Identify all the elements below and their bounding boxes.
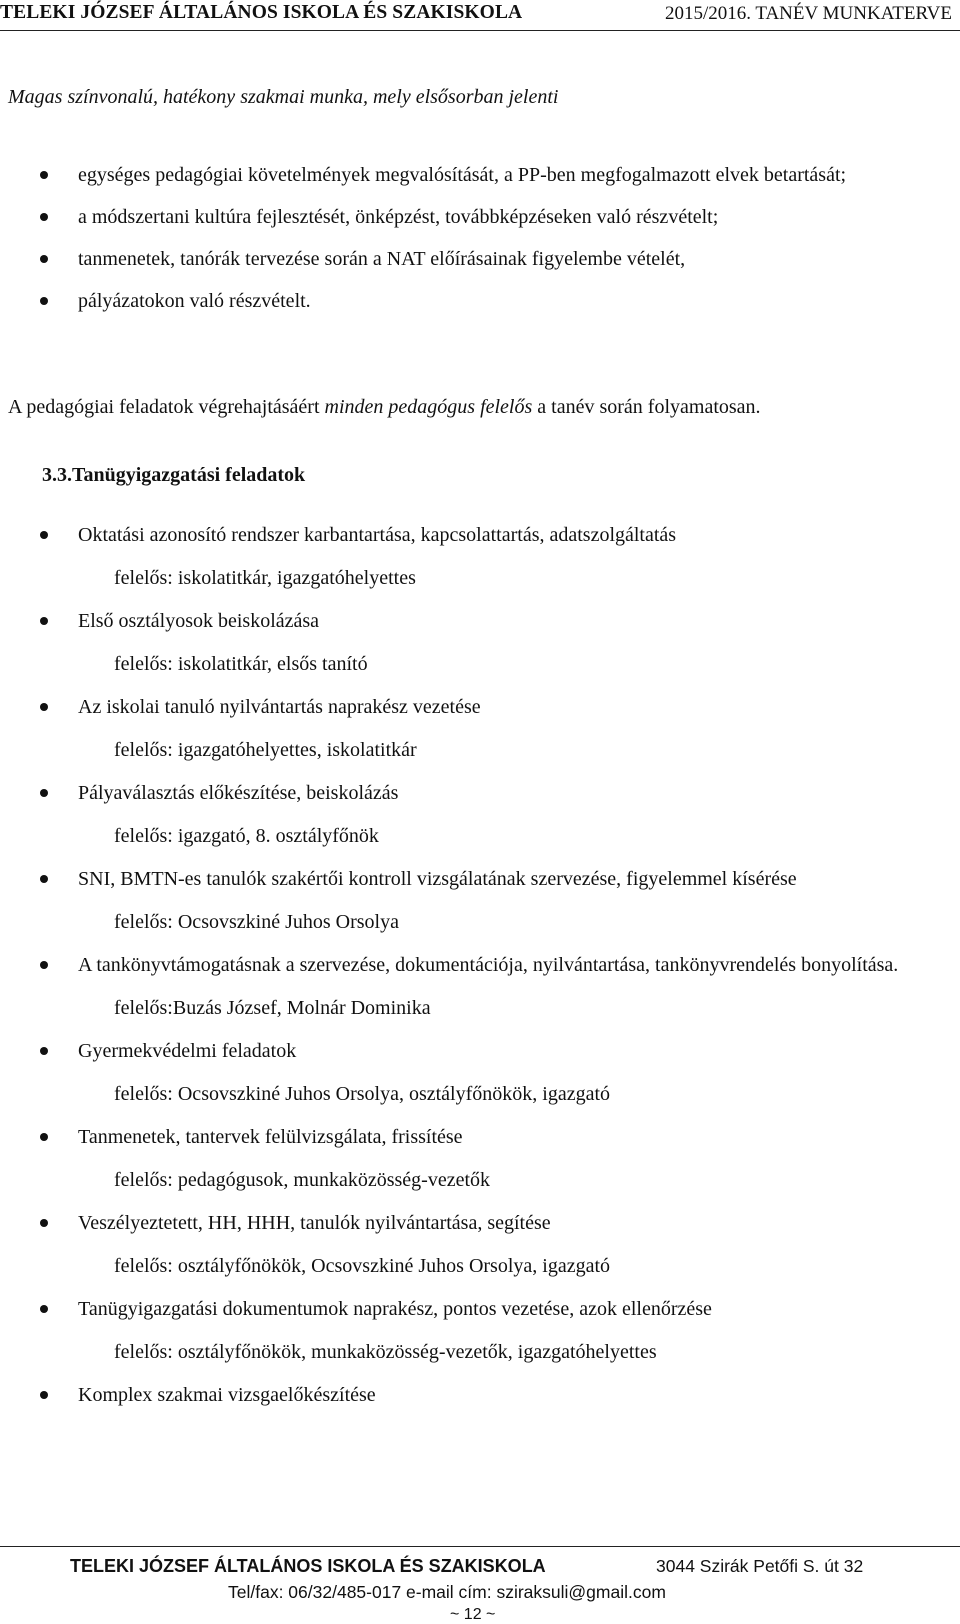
- task-responsible: felelős: igazgató, 8. osztályfőnök: [114, 825, 379, 847]
- summary-before: A pedagógiai feladatok végrehajtásáért: [8, 396, 325, 418]
- bullet-icon: [40, 297, 48, 305]
- task-responsible: felelős: osztályfőnökök, Ocsovszkiné Juhos Orsolya, igazgató: [114, 1255, 611, 1277]
- task-responsible: felelős: iskolatitkár, igazgatóhelyettes: [114, 567, 416, 589]
- task-responsible: felelős: osztályfőnökök, munkaközösség-vezetők, igazgatóhelyettes: [114, 1341, 657, 1363]
- list-item: [0, 1202, 960, 1288]
- list-item: [0, 944, 960, 1030]
- list-item: [0, 1030, 960, 1116]
- footer-rule: [0, 1546, 960, 1547]
- summary-paragraph: [8, 396, 761, 419]
- list-item: [0, 280, 960, 322]
- list-item: [0, 514, 960, 600]
- bullet-icon: [40, 1219, 48, 1227]
- task-text: Komplex szakmai vizsgaelőkészítése: [78, 1384, 376, 1406]
- bullet-icon: [40, 1305, 48, 1313]
- page-footer: [0, 1546, 960, 1623]
- goals-list: [0, 154, 960, 322]
- bullet-icon: [40, 1047, 48, 1055]
- task-responsible: felelős: pedagógusok, munkaközösség-vezetők: [114, 1169, 491, 1191]
- section-heading: 3.3.Tanügyigazgatási feladatok: [42, 464, 306, 486]
- task-text: Gyermekvédelmi feladatok: [78, 1040, 297, 1062]
- header-rule: [0, 30, 960, 31]
- list-item: [0, 1116, 960, 1202]
- bullet-icon: [40, 213, 48, 221]
- list-item: [0, 196, 960, 238]
- task-responsible: felelős: Ocsovszkiné Juhos Orsolya: [114, 911, 399, 933]
- goal-text: a módszertani kultúra fejlesztését, önképzést, továbbképzéseken való részvételt;: [78, 206, 719, 228]
- header-school-name: TELEKI JÓZSEF ÁLTALÁNOS ISKOLA ÉS SZAKISKOLA: [0, 2, 523, 23]
- task-text: A tankönyvtámogatásnak a szervezése, dokumentációja, nyilvántartása, tankönyvrendelés bonyolítása.: [78, 954, 899, 976]
- list-item: [0, 686, 960, 772]
- list-item: [0, 600, 960, 686]
- intro-text: Magas színvonalú, hatékony szakmai munka, mely elsősorban jelenti: [8, 86, 559, 108]
- task-text: Tanügyigazgatási dokumentumok naprakész, pontos vezetése, azok ellenőrzése: [78, 1298, 712, 1320]
- task-responsible: felelős:Buzás József, Molnár Dominika: [114, 997, 431, 1019]
- task-text: Első osztályosok beiskolázása: [78, 610, 320, 632]
- task-text: Veszélyeztetett, HH, HHH, tanulók nyilvántartása, segítése: [78, 1212, 551, 1234]
- task-responsible: felelős: Ocsovszkiné Juhos Orsolya, osztályfőnökök, igazgató: [114, 1083, 611, 1105]
- goal-text: egységes pedagógiai követelmények megvalósítását, a PP-ben megfogalmazott elvek betartását;: [78, 164, 847, 186]
- bullet-icon: [40, 961, 48, 969]
- task-text: Pályaválasztás előkészítése, beiskolázás: [78, 782, 399, 804]
- list-item: [0, 154, 960, 196]
- task-responsible: felelős: igazgatóhelyettes, iskolatitkár: [114, 739, 417, 761]
- summary-after: a tanév során folyamatosan.: [532, 396, 761, 418]
- page-number: ~ 12 ~: [450, 1606, 496, 1623]
- footer-contact: Tel/fax: 06/32/485-017 e-mail cím: sziraksuli@gmail.com: [228, 1582, 666, 1602]
- task-text: SNI, BMTN-es tanulók szakértői kontroll vizsgálatának szervezése, figyelemmel kísérése: [78, 868, 797, 890]
- bullet-icon: [40, 531, 48, 539]
- list-item: [0, 1288, 960, 1374]
- goal-text: tanmenetek, tanórák tervezése során a NAT előírásainak figyelembe vételét,: [78, 248, 686, 270]
- header-year-plan: 2015/2016. TANÉV MUNKATERVE: [664, 3, 952, 24]
- bullet-icon: [40, 789, 48, 797]
- list-item: [0, 772, 960, 858]
- list-item: [0, 1374, 960, 1417]
- bullet-icon: [40, 617, 48, 625]
- goal-text: pályázatokon való részvételt.: [78, 290, 311, 312]
- footer-school-name: TELEKI JÓZSEF ÁLTALÁNOS ISKOLA ÉS SZAKISKOLA: [70, 1556, 546, 1576]
- page-header: [0, 0, 960, 34]
- bullet-icon: [40, 255, 48, 263]
- task-responsible: felelős: iskolatitkár, elsős tanító: [114, 653, 368, 675]
- task-list: [0, 514, 960, 1417]
- list-item: [0, 858, 960, 944]
- footer-address: 3044 Szirák Petőfi S. út 32: [656, 1556, 864, 1576]
- bullet-icon: [40, 171, 48, 179]
- bullet-icon: [40, 875, 48, 883]
- bullet-icon: [40, 1133, 48, 1141]
- list-item: [0, 238, 960, 280]
- summary-italic: minden pedagógus felelős: [324, 396, 533, 418]
- task-text: Oktatási azonosító rendszer karbantartása, kapcsolattartás, adatszolgáltatás: [78, 524, 677, 546]
- bullet-icon: [40, 703, 48, 711]
- task-text: Az iskolai tanuló nyilvántartás naprakész vezetése: [78, 696, 481, 718]
- task-text: Tanmenetek, tantervek felülvizsgálata, frissítése: [78, 1126, 463, 1148]
- bullet-icon: [40, 1391, 48, 1399]
